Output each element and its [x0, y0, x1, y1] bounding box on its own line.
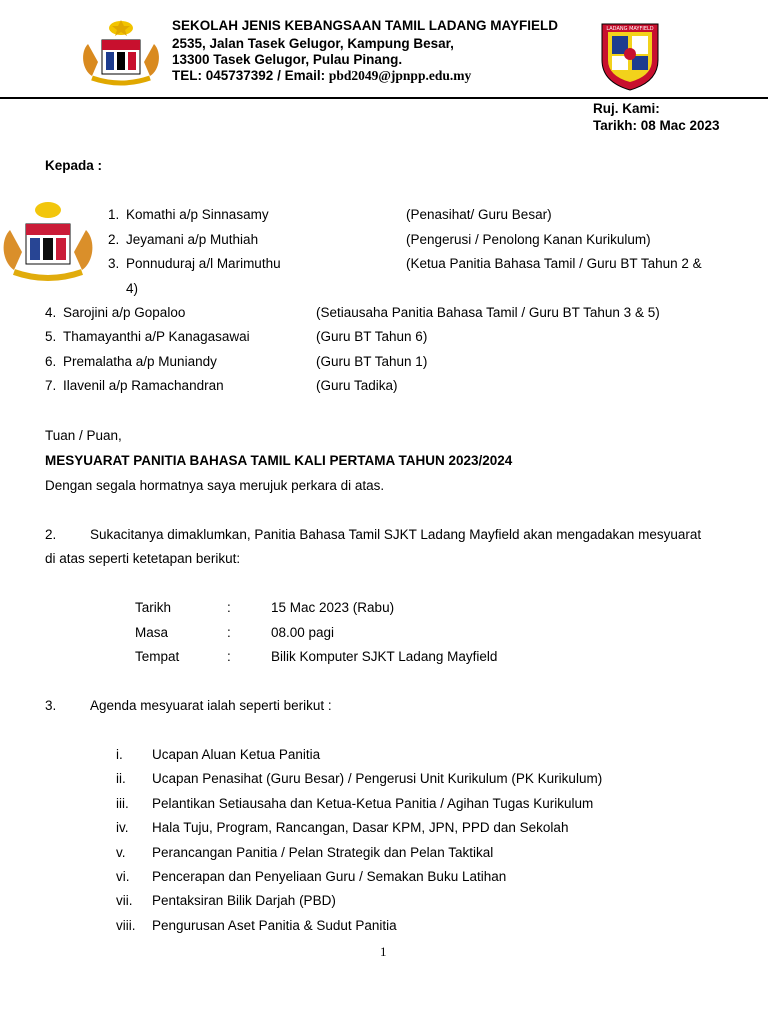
- recipient-role: (Guru BT Tahun 1): [316, 354, 428, 369]
- letter-subject: MESYUARAT PANITIA BAHASA TAMIL KALI PERTAMA TAHUN 2023/2024: [45, 453, 513, 468]
- recipient-name: Ilavenil a/p Ramachandran: [63, 378, 224, 393]
- agenda-item: Pelantikan Setiausaha dan Ketua-Ketua Panitia / Agihan Tugas Kurikulum: [152, 796, 594, 811]
- contact-prefix: TEL: 045737392 / Email:: [172, 68, 329, 83]
- detail-separator: :: [227, 625, 231, 640]
- agenda-item: Hala Tuju, Program, Rancangan, Dasar KPM, JPN, PPD dan Sekolah: [152, 820, 569, 835]
- detail-value: 08.00 pagi: [271, 625, 335, 640]
- letter-date: Tarikh: 08 Mac 2023: [593, 118, 720, 133]
- recipient-num: 7.: [45, 378, 57, 393]
- agenda-num: i.: [116, 747, 123, 762]
- agenda-num: ii.: [116, 771, 126, 786]
- recipient-num: 1.: [108, 207, 120, 222]
- reference-label: Ruj. Kami:: [593, 101, 660, 116]
- agenda-item: Pencerapan dan Penyeliaan Guru / Semakan Buku Latihan: [152, 869, 507, 884]
- recipient-role: (Setiausaha Panitia Bahasa Tamil / Guru BT Tahun 3 & 5): [316, 305, 660, 320]
- recipient-name: Thamayanthi a/P Kanagasawai: [63, 329, 250, 344]
- recipient-role: (Pengerusi / Penolong Kanan Kurikulum): [406, 232, 651, 247]
- recipient-num: 2.: [108, 232, 120, 247]
- detail-separator: :: [227, 600, 231, 615]
- detail-label: Masa: [135, 625, 169, 640]
- salutation: Tuan / Puan,: [45, 428, 122, 443]
- watermark-crest-logo: [0, 200, 96, 284]
- recipient-name-continuation: 4): [126, 281, 139, 296]
- paragraph-2-number: 2.: [45, 527, 57, 542]
- agenda-item: Ucapan Aluan Ketua Panitia: [152, 747, 321, 762]
- recipient-name: Jeyamani a/p Muthiah: [126, 232, 259, 247]
- recipient-role: (Ketua Panitia Bahasa Tamil / Guru BT Tahun 2 &: [406, 256, 702, 271]
- contact-line: [172, 68, 471, 84]
- paragraph-2-line-1: Sukacitanya dimaklumkan, Panitia Bahasa Tamil SJKT Ladang Mayfield akan mengadakan mesyuarat: [90, 527, 702, 542]
- detail-label: Tempat: [135, 649, 180, 664]
- page-number: 1: [380, 944, 387, 959]
- agenda-num: viii.: [116, 918, 136, 933]
- recipient-label: Kepada :: [45, 158, 103, 173]
- agenda-item: Pengurusan Aset Panitia & Sudut Panitia: [152, 918, 397, 933]
- agenda-item: Ucapan Penasihat (Guru Besar) / Pengerusi Unit Kurikulum (PK Kurikulum): [152, 771, 603, 786]
- school-badge-text: LADANG MAYFIELD: [606, 26, 654, 32]
- address-line-1: 2535, Jalan Tasek Gelugor, Kampung Besar,: [172, 36, 454, 51]
- agenda-item: Perancangan Panitia / Pelan Strategik dan Pelan Taktikal: [152, 845, 494, 860]
- recipient-role: (Guru BT Tahun 6): [316, 329, 428, 344]
- agenda-num: iv.: [116, 820, 129, 835]
- address-line-2: 13300 Tasek Gelugor, Pulau Pinang.: [172, 52, 403, 67]
- recipient-num: 4.: [45, 305, 57, 320]
- recipient-num: 5.: [45, 329, 57, 344]
- paragraph-2-line-2: di atas seperti ketetapan berikut:: [45, 551, 241, 566]
- detail-value: Bilik Komputer SJKT Ladang Mayfield: [271, 649, 498, 664]
- coat-of-arms-logo: [78, 18, 164, 90]
- agenda-num: vii.: [116, 893, 133, 908]
- header-divider: [0, 97, 768, 99]
- detail-value: 15 Mac 2023 (Rabu): [271, 600, 395, 615]
- agenda-num: iii.: [116, 796, 129, 811]
- agenda-num: v.: [116, 845, 126, 860]
- recipient-name: Ponnuduraj a/l Marimuthu: [126, 256, 281, 271]
- recipient-name: Premalatha a/p Muniandy: [63, 354, 217, 369]
- recipient-role: (Penasihat/ Guru Besar): [406, 207, 552, 222]
- agenda-num: vi.: [116, 869, 130, 884]
- recipient-num: 3.: [108, 256, 120, 271]
- intro-paragraph: Dengan segala hormatnya saya merujuk perkara di atas.: [45, 478, 385, 493]
- school-badge-logo: [598, 20, 662, 92]
- agenda-item: Pentaksiran Bilik Darjah (PBD): [152, 893, 336, 908]
- contact-email: pbd2049@jpnpp.edu.my: [328, 68, 472, 83]
- recipient-num: 6.: [45, 354, 57, 369]
- recipient-role: (Guru Tadika): [316, 378, 398, 393]
- detail-separator: :: [227, 649, 231, 664]
- detail-label: Tarikh: [135, 600, 172, 615]
- recipient-name: Sarojini a/p Gopaloo: [63, 305, 186, 320]
- school-name: SEKOLAH JENIS KEBANGSAAN TAMIL LADANG MAYFIELD: [172, 18, 559, 33]
- paragraph-3-number: 3.: [45, 698, 57, 713]
- paragraph-3-text: Agenda mesyuarat ialah seperti berikut :: [90, 698, 332, 713]
- recipient-name: Komathi a/p Sinnasamy: [126, 207, 269, 222]
